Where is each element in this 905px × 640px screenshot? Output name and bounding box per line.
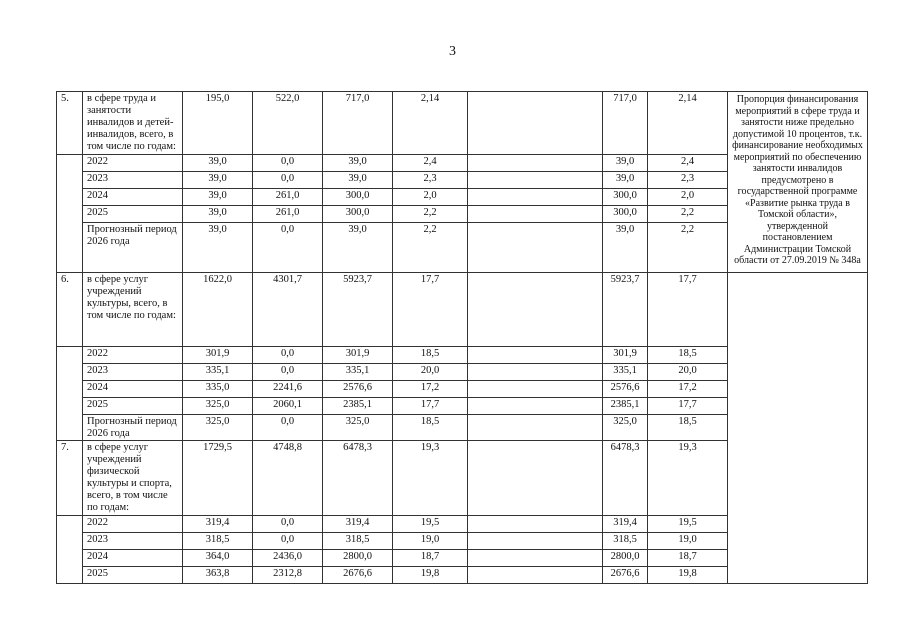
cell-value: 300,0 (603, 189, 648, 206)
cell-value: 1622,0 (183, 273, 253, 347)
cell-value: 319,4 (603, 516, 648, 533)
section-row (57, 273, 868, 347)
section-title: в сфере услуг учреждений физической культуры и спорта, всего, в том числе по годам: (83, 441, 183, 516)
cell-value: 39,0 (183, 172, 253, 189)
year-label: 2025 (83, 567, 183, 584)
financing-table (56, 91, 868, 584)
cell-value: 2312,8 (253, 567, 323, 584)
cell-value: 17,7 (393, 273, 468, 347)
cell-value: 318,5 (323, 533, 393, 550)
cell-value: 0,0 (253, 516, 323, 533)
cell-value: 325,0 (323, 415, 393, 441)
cell-value: 2060,1 (253, 398, 323, 415)
section-title: в сфере труда и занятости инвалидов и детей-инвалидов, всего, в том числе по годам: (83, 92, 183, 155)
cell-value: 18,5 (393, 415, 468, 441)
cell-value (468, 567, 603, 584)
cell-value: 39,0 (603, 223, 648, 273)
cell-value: 335,0 (183, 381, 253, 398)
section-number: 5. (57, 92, 83, 155)
year-label: Прогнозный период 2026 года (83, 223, 183, 273)
cell-value: 522,0 (253, 92, 323, 155)
cell-value: 2,2 (393, 206, 468, 223)
note-cell-empty (728, 273, 868, 584)
cell-value: 0,0 (253, 415, 323, 441)
cell-value: 20,0 (648, 364, 728, 381)
cell-value: 2,2 (393, 223, 468, 273)
cell-value: 300,0 (323, 206, 393, 223)
cell-value: 2436,0 (253, 550, 323, 567)
cell-value: 17,7 (648, 273, 728, 347)
cell-value: 2241,6 (253, 381, 323, 398)
cell-value: 335,1 (183, 364, 253, 381)
cell-value (468, 92, 603, 155)
cell-value: 325,0 (603, 415, 648, 441)
cell-value: 301,9 (323, 347, 393, 364)
cell-value: 301,9 (183, 347, 253, 364)
cell-value: 2,14 (393, 92, 468, 155)
cell-value: 17,7 (393, 398, 468, 415)
cell-value: 19,3 (393, 441, 468, 516)
cell-value: 6478,3 (603, 441, 648, 516)
section-row (57, 92, 868, 155)
cell-value: 39,0 (323, 155, 393, 172)
cell-value: 19,5 (648, 516, 728, 533)
cell-value: 18,5 (648, 415, 728, 441)
cell-value: 2,0 (393, 189, 468, 206)
cell-value (468, 415, 603, 441)
page-number: 3 (449, 44, 456, 59)
cell-value: 6478,3 (323, 441, 393, 516)
cell-value: 19,8 (393, 567, 468, 584)
cell-value: 0,0 (253, 172, 323, 189)
cell-value: 39,0 (323, 172, 393, 189)
cell-value: 39,0 (183, 223, 253, 273)
year-label: 2024 (83, 189, 183, 206)
section-title: в сфере услуг учреждений культуры, всего, в том числе по годам: (83, 273, 183, 347)
cell-value: 0,0 (253, 347, 323, 364)
cell-value: 39,0 (603, 172, 648, 189)
cell-value: 301,9 (603, 347, 648, 364)
year-label: 2022 (83, 155, 183, 172)
cell-value: 4748,8 (253, 441, 323, 516)
cell-value: 18,7 (648, 550, 728, 567)
cell-value (468, 347, 603, 364)
cell-value: 18,7 (393, 550, 468, 567)
cell-value: 364,0 (183, 550, 253, 567)
cell-value: 19,3 (648, 441, 728, 516)
cell-value: 261,0 (253, 189, 323, 206)
cell-value: 2,14 (648, 92, 728, 155)
cell-value: 4301,7 (253, 273, 323, 347)
cell-value: 261,0 (253, 206, 323, 223)
cell-value: 20,0 (393, 364, 468, 381)
year-label: 2022 (83, 347, 183, 364)
cell-value: 39,0 (183, 155, 253, 172)
cell-value: 17,7 (648, 398, 728, 415)
cell-value: 19,0 (648, 533, 728, 550)
cell-value (468, 223, 603, 273)
cell-value: 195,0 (183, 92, 253, 155)
cell-value: 2,3 (648, 172, 728, 189)
cell-value (468, 516, 603, 533)
cell-value: 2,4 (648, 155, 728, 172)
cell-value (468, 206, 603, 223)
cell-value: 2385,1 (603, 398, 648, 415)
cell-value: 335,1 (603, 364, 648, 381)
cell-value: 19,5 (393, 516, 468, 533)
cell-value (468, 364, 603, 381)
cell-value: 2576,6 (603, 381, 648, 398)
cell-value: 0,0 (253, 223, 323, 273)
year-label: 2024 (83, 381, 183, 398)
cell-value (468, 550, 603, 567)
cell-value: 318,5 (183, 533, 253, 550)
cell-value: 2,4 (393, 155, 468, 172)
year-label: 2025 (83, 398, 183, 415)
cell-value: 2800,0 (603, 550, 648, 567)
cell-value (468, 441, 603, 516)
cell-value: 325,0 (183, 398, 253, 415)
year-label: Прогнозный период 2026 года (83, 415, 183, 441)
cell-value: 5923,7 (603, 273, 648, 347)
note-cell: Пропорция финансирования мероприятий в сфере труда и занятости ниже предельно допустимой 10 процентов, т.к. финансирование необходимых мероприятий по обеспечению занятости инвалидов предусмотрено в государственной программе «Развитие рынка труда в Томской области», утвержденной постановлением Администрации Томской области от 27.09.2019 № 348а (728, 92, 868, 273)
cell-value: 717,0 (603, 92, 648, 155)
cell-value: 2,3 (393, 172, 468, 189)
cell-value: 2,0 (648, 189, 728, 206)
cell-value: 2,2 (648, 223, 728, 273)
cell-value: 5923,7 (323, 273, 393, 347)
year-label: 2025 (83, 206, 183, 223)
cell-value: 18,5 (648, 347, 728, 364)
cell-value (468, 155, 603, 172)
cell-value: 2676,6 (603, 567, 648, 584)
cell-value: 2676,6 (323, 567, 393, 584)
cell-value: 39,0 (183, 206, 253, 223)
cell-value (468, 189, 603, 206)
year-label: 2022 (83, 516, 183, 533)
section-number: 7. (57, 441, 83, 516)
cell-value (468, 381, 603, 398)
cell-value: 18,5 (393, 347, 468, 364)
cell-value: 2385,1 (323, 398, 393, 415)
cell-value: 2800,0 (323, 550, 393, 567)
cell-value: 319,4 (323, 516, 393, 533)
cell-value (468, 398, 603, 415)
cell-value: 0,0 (253, 155, 323, 172)
cell-value: 17,2 (648, 381, 728, 398)
cell-value: 319,4 (183, 516, 253, 533)
cell-value: 717,0 (323, 92, 393, 155)
year-label: 2023 (83, 364, 183, 381)
cell-value: 19,0 (393, 533, 468, 550)
cell-value (468, 172, 603, 189)
year-label: 2023 (83, 172, 183, 189)
cell-value: 19,8 (648, 567, 728, 584)
year-label: 2024 (83, 550, 183, 567)
cell-value: 300,0 (323, 189, 393, 206)
cell-value: 0,0 (253, 364, 323, 381)
year-label: 2023 (83, 533, 183, 550)
cell-value (468, 273, 603, 347)
cell-value: 2,2 (648, 206, 728, 223)
cell-value: 1729,5 (183, 441, 253, 516)
cell-value: 325,0 (183, 415, 253, 441)
cell-value: 17,2 (393, 381, 468, 398)
cell-value: 335,1 (323, 364, 393, 381)
cell-value: 0,0 (253, 533, 323, 550)
section-number: 6. (57, 273, 83, 347)
cell-value (468, 533, 603, 550)
cell-value: 2576,6 (323, 381, 393, 398)
cell-value: 39,0 (603, 155, 648, 172)
cell-value: 363,8 (183, 567, 253, 584)
cell-value: 300,0 (603, 206, 648, 223)
cell-value: 39,0 (183, 189, 253, 206)
cell-value: 39,0 (323, 223, 393, 273)
cell-value: 318,5 (603, 533, 648, 550)
